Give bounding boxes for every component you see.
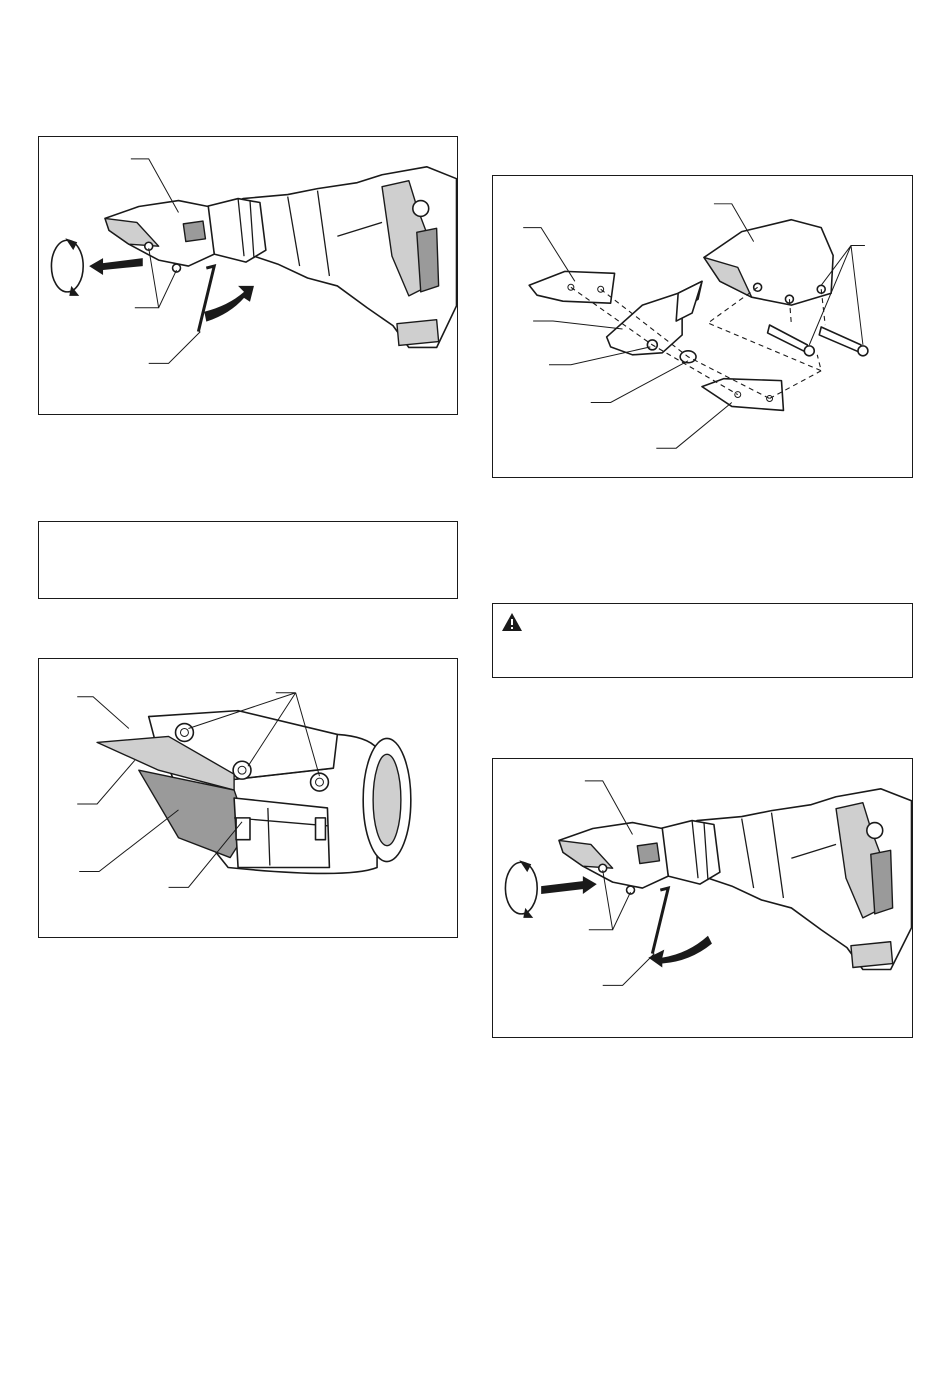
warning-box <box>492 603 913 678</box>
figure-remove-shear-head <box>38 136 458 415</box>
figure-exploded-view-drawing <box>493 176 912 477</box>
figure-remove-shear-head-drawing <box>39 137 457 414</box>
figure-shear-head-blades <box>38 658 458 938</box>
note-box <box>38 521 458 599</box>
figure-shear-head-blades-drawing <box>39 659 457 937</box>
warning-triangle-icon <box>501 612 523 632</box>
figure-install-shear-head <box>492 758 913 1038</box>
figure-install-shear-head-drawing <box>493 759 912 1037</box>
figure-exploded-view <box>492 175 913 478</box>
